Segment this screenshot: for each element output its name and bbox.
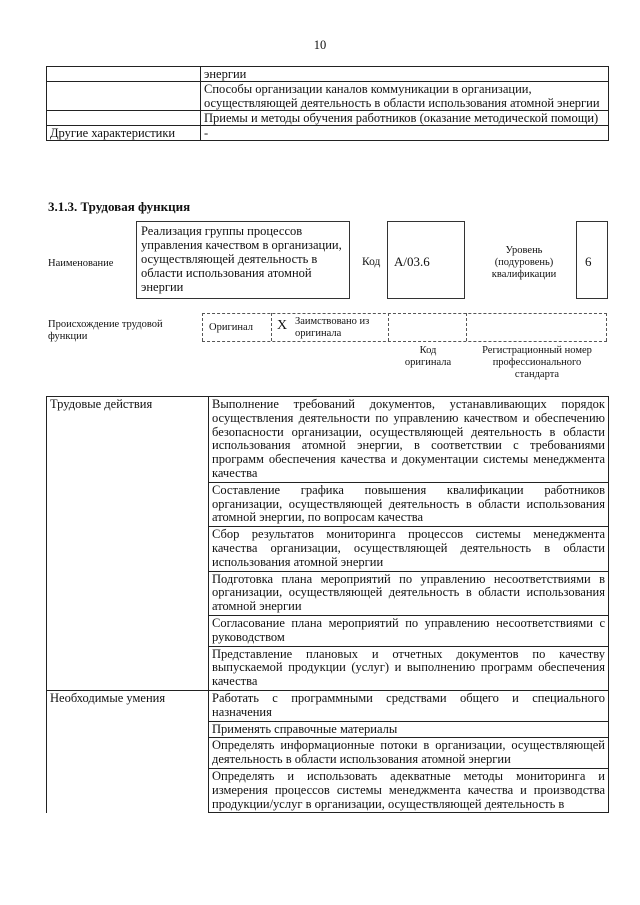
code-original-label: Код оригинала — [404, 345, 452, 368]
skill-item: Определять и использовать адекватные методы мониторинга и измерения процессов системы менеджмента качества и производства продукции/услуг в организации, осуществляющей деятельность в — [209, 768, 609, 812]
skills-label: Необходимые умения — [47, 690, 209, 721]
table-row — [47, 571, 609, 615]
table-row — [47, 67, 609, 82]
page-number: 10 — [313, 38, 327, 52]
labor-action-item: Выполнение требований документов, устанавливающих порядок осуществления деятельности по управлению качеством и обеспечению безопасности организации, осуществляющей деятельность в области использования атомной энергии, в соответствии с требованиями программ обеспечения качества и документации системы менеджмента качества — [209, 397, 609, 483]
table-cell-label: Другие характеристики — [47, 126, 201, 141]
labor-action-item: Сбор результатов мониторинга процессов системы менеджмента качества организации, осуществляющей деятельность в области использования атомной энергии — [209, 527, 609, 571]
level-label: Уровень (подуровень) квалификации — [491, 245, 557, 280]
code-value: А/03.6 — [394, 254, 430, 269]
origin-divider — [388, 313, 389, 341]
reg-number-label: Регистрационный номер профессионального стандарта — [482, 345, 592, 380]
original-label: Оригинал — [209, 322, 253, 333]
table-cell-label — [47, 111, 201, 126]
table-row — [47, 482, 609, 526]
skill-item: Работать с программными средствами общего и специального назначения — [209, 690, 609, 721]
main-table — [46, 396, 609, 813]
table-cell-empty — [47, 768, 209, 812]
table-cell-empty — [47, 738, 209, 769]
name-value: Реализация группы процессов управления качеством в организации, осуществляющей деятельность в области использования атомной энергии — [141, 224, 342, 294]
table-cell-empty — [47, 527, 209, 571]
table-row — [47, 397, 609, 483]
table-row — [47, 126, 609, 141]
table-cell-empty — [47, 615, 209, 646]
level-value: 6 — [585, 254, 592, 269]
labor-action-item: Составление графика повышения квалификации работников организации, осуществляющей деятельность в области использования атомной энергии, по вопросам качества — [209, 482, 609, 526]
table-cell-empty — [47, 482, 209, 526]
table-cell-empty — [47, 571, 209, 615]
labor-actions-label: Трудовые действия — [47, 397, 209, 483]
borrowed-label: Заимствовано из оригинала — [295, 316, 370, 339]
section-heading: 3.1.3. Трудовая функция — [48, 199, 191, 214]
origin-top-border — [202, 313, 607, 314]
table-row — [47, 111, 609, 126]
table-row — [47, 527, 609, 571]
table-cell-text: энергии — [201, 67, 609, 82]
table-cell-empty — [47, 721, 209, 738]
table-row — [47, 690, 609, 721]
top-table — [46, 66, 609, 141]
table-row — [47, 615, 609, 646]
table-cell-label — [47, 82, 201, 111]
table-cell-label — [47, 67, 201, 82]
labor-action-item: Подготовка плана мероприятий по управлению несоответствиями в организации, осуществляющей деятельность в области использования атомной энергии — [209, 571, 609, 615]
labor-action-item: Представление плановых и отчетных документов по качеству выпускаемой продукции (услуг) и выполнению программ обеспечения качества — [209, 646, 609, 690]
origin-label: Происхождение трудовой функции — [48, 319, 163, 342]
table-cell-text: - — [201, 126, 609, 141]
skill-item: Определять информационные потоки в организации, осуществляющей деятельность в области использования атомной энергии — [209, 738, 609, 769]
labor-action-item: Согласование плана мероприятий по управлению несоответствиями с руководством — [209, 615, 609, 646]
table-row — [47, 646, 609, 690]
table-row — [47, 768, 609, 812]
level-box — [576, 221, 608, 299]
origin-bottom-border — [202, 341, 607, 342]
origin-divider — [202, 313, 203, 341]
origin-divider — [271, 313, 272, 341]
name-label: Наименование — [48, 258, 114, 269]
table-row — [47, 721, 609, 738]
table-cell-text: Способы организации каналов коммуникации в организации, осуществляющей деятельность в области использования атомной энергии — [201, 82, 609, 111]
origin-divider — [466, 313, 467, 341]
original-mark: X — [277, 318, 288, 333]
table-row — [47, 738, 609, 769]
code-label: Код — [362, 256, 381, 268]
origin-divider — [606, 313, 607, 341]
table-row — [47, 82, 609, 111]
skill-item: Применять справочные материалы — [209, 721, 609, 738]
table-cell-empty — [47, 646, 209, 690]
table-cell-text: Приемы и методы обучения работников (оказание методической помощи) — [201, 111, 609, 126]
